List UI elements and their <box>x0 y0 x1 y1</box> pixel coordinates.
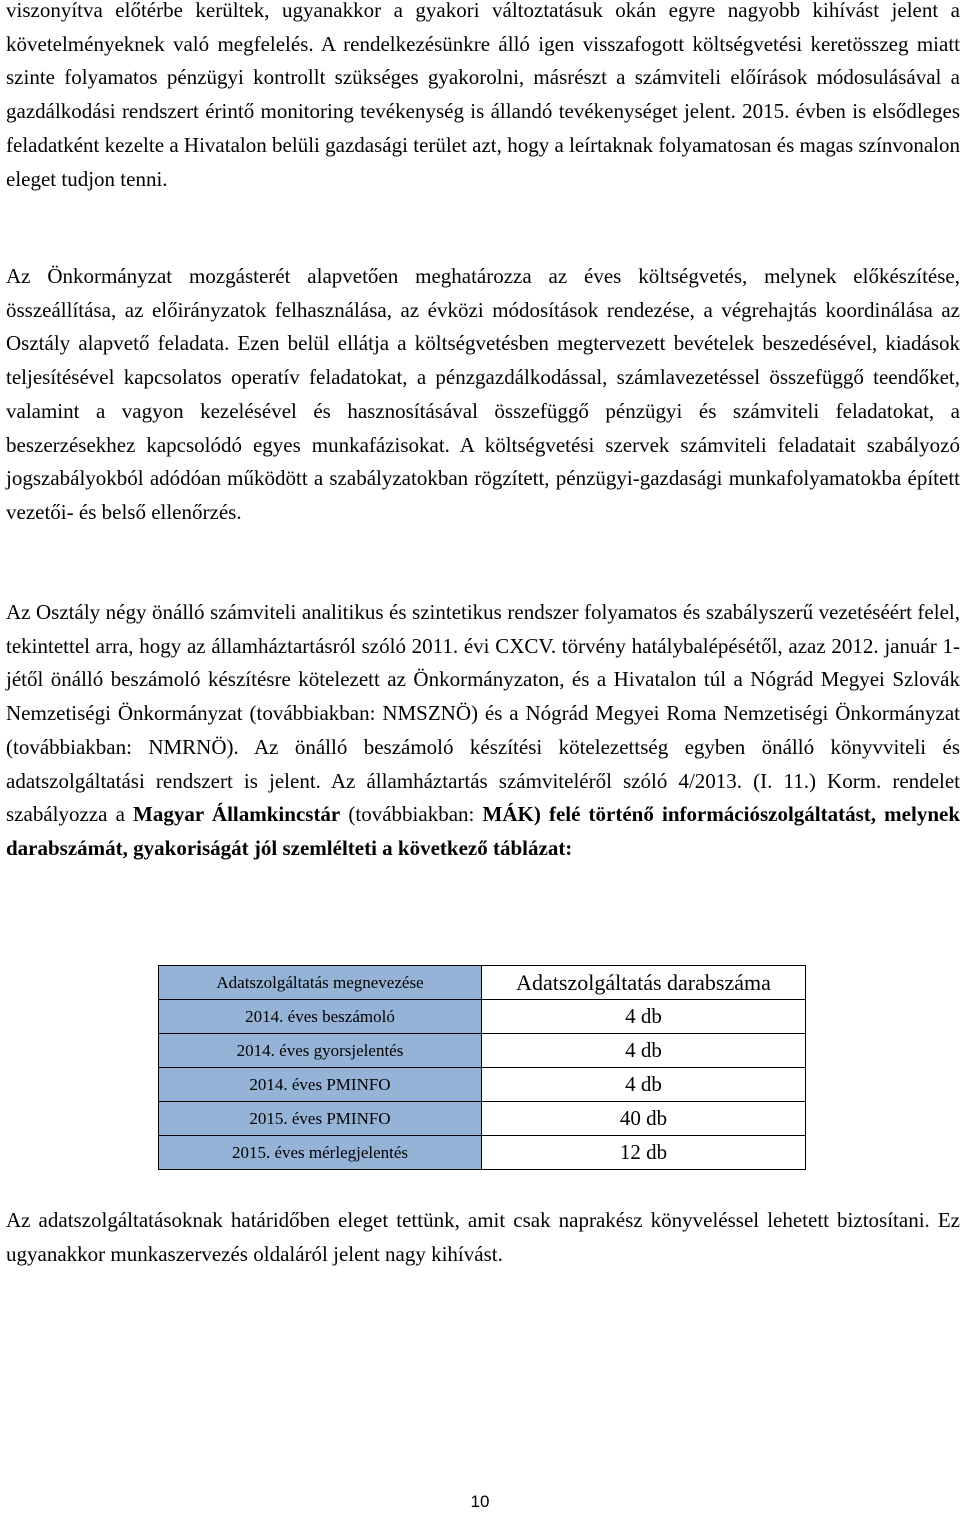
paragraph-3 <box>6 596 960 866</box>
table-cell-name: 2014. éves gyorsjelentés <box>159 1034 482 1068</box>
table-row <box>159 1068 806 1102</box>
table-cell-count: 4 db <box>482 1000 806 1034</box>
table-row <box>159 1034 806 1068</box>
paragraph-3-bold-tail: MÁK) felé történő információszolgáltatást, melynek darabszámát, gyakoriságát jól szemlélteti a következő táblázat: <box>6 802 960 860</box>
table-cell-name: 2015. éves mérlegjelentés <box>159 1136 482 1170</box>
table-cell-name: 2014. éves PMINFO <box>159 1068 482 1102</box>
data-service-table <box>158 965 806 1170</box>
paragraph-3-text-mid: (továbbiakban: <box>340 802 483 827</box>
paragraph-2: Az Önkormányzat mozgásterét alapvetően meghatározza az éves költségvetés, melynek előkészítése, összeállítása, az előirányzatok felhasználása, az évközi módosítások rendezése, a végrehajtás koordinálása az Osztály alapvető feladata. Ezen belül ellátja a költségvetésben megtervezett bevételek beszedésével, kiadások teljesítésével kapcsolatos operatív feladatokat, a pénzgazdálkodással, számlavezetéssel összefüggő teendőket, valamint a vagyon kezelésével és hasznosításával összefüggő pénzügyi és számviteli feladatokat, a beszerzésekhez kapcsolódó egyes munkafázisokat. A költségvetési szervek számviteli feladatait szabályozó jogszabályokból adódóan működött a szabályzatokban rögzített, pénzügyi-gazdasági munkafolyamatokba épített vezetői- és belső ellenőrzés. <box>6 264 960 524</box>
table-cell-name: 2014. éves beszámoló <box>159 1000 482 1034</box>
table-header-count: Adatszolgáltatás darabszáma <box>482 966 806 1000</box>
table-header-row <box>159 966 806 1000</box>
table-header-name: Adatszolgáltatás megnevezése <box>159 966 482 1000</box>
table-cell-count: 4 db <box>482 1034 806 1068</box>
paragraph-3-text: Az Osztály négy önálló számviteli analitikus és szintetikus rendszer folyamatos és szabályszerű vezetéséért felel, tekintettel arra, hogy az államháztartásról szóló 2011. évi CXCV. törvény hatálybalépésétől, azaz 2012. január 1-jétől önálló beszámoló készítésre kötelezett az Önkormányzaton, és a Hivatalon túl a Nógrád Megyei Szlovák Nemzetiségi Önkormányzat (továbbiakban: NMSZNÖ) és a Nógrád Megyei Roma Nemzetiségi Önkormányzat (továbbiakban: NMRNÖ). Az önálló beszámoló készítési kötelezettség egyben önálló könyvviteli és adatszolgáltatási rendszert is jelent. Az államháztartás számviteléről szóló 4/2013. (I. 11.) Korm. rendelet szabályozza a <box>6 600 960 827</box>
table-row <box>159 1102 806 1136</box>
table-row <box>159 1000 806 1034</box>
table-cell-count: 12 db <box>482 1136 806 1170</box>
paragraph-4: Az adatszolgáltatásoknak határidőben eleget tettünk, amit csak naprakész könyveléssel lehetett biztosítani. Ez ugyanakkor munkaszervezés oldaláról jelent nagy kihívást. <box>6 1208 960 1266</box>
page-number: 10 <box>470 1492 490 1511</box>
table-cell-name: 2015. éves PMINFO <box>159 1102 482 1136</box>
table-cell-count: 4 db <box>482 1068 806 1102</box>
table-row <box>159 1136 806 1170</box>
table-cell-count: 40 db <box>482 1102 806 1136</box>
data-service-table-wrapper <box>158 965 806 1170</box>
paragraph-3-bold-mak: Magyar Államkincstár <box>133 802 341 827</box>
paragraph-1: viszonyítva előtérbe kerültek, ugyanakkor a gyakori változtatásuk okán egyre nagyobb kihívást jelent a követelményeknek való megfelelés. A rendelkezésünkre álló igen visszafogott költségvetési keretösszeg miatt szinte folyamatos pénzügyi kontrollt szükséges gyakorolni, másrészt a számviteli előírások módosulásával a gazdálkodási rendszert érintő monitoring tevékenység is állandó tevékenységet jelent. 2015. évben is elsődleges feladatként kezelte a Hivatalon belüli gazdasági terület azt, hogy a leírtaknak folyamatosan és magas színvonalon eleget tudjon tenni. <box>6 0 960 191</box>
